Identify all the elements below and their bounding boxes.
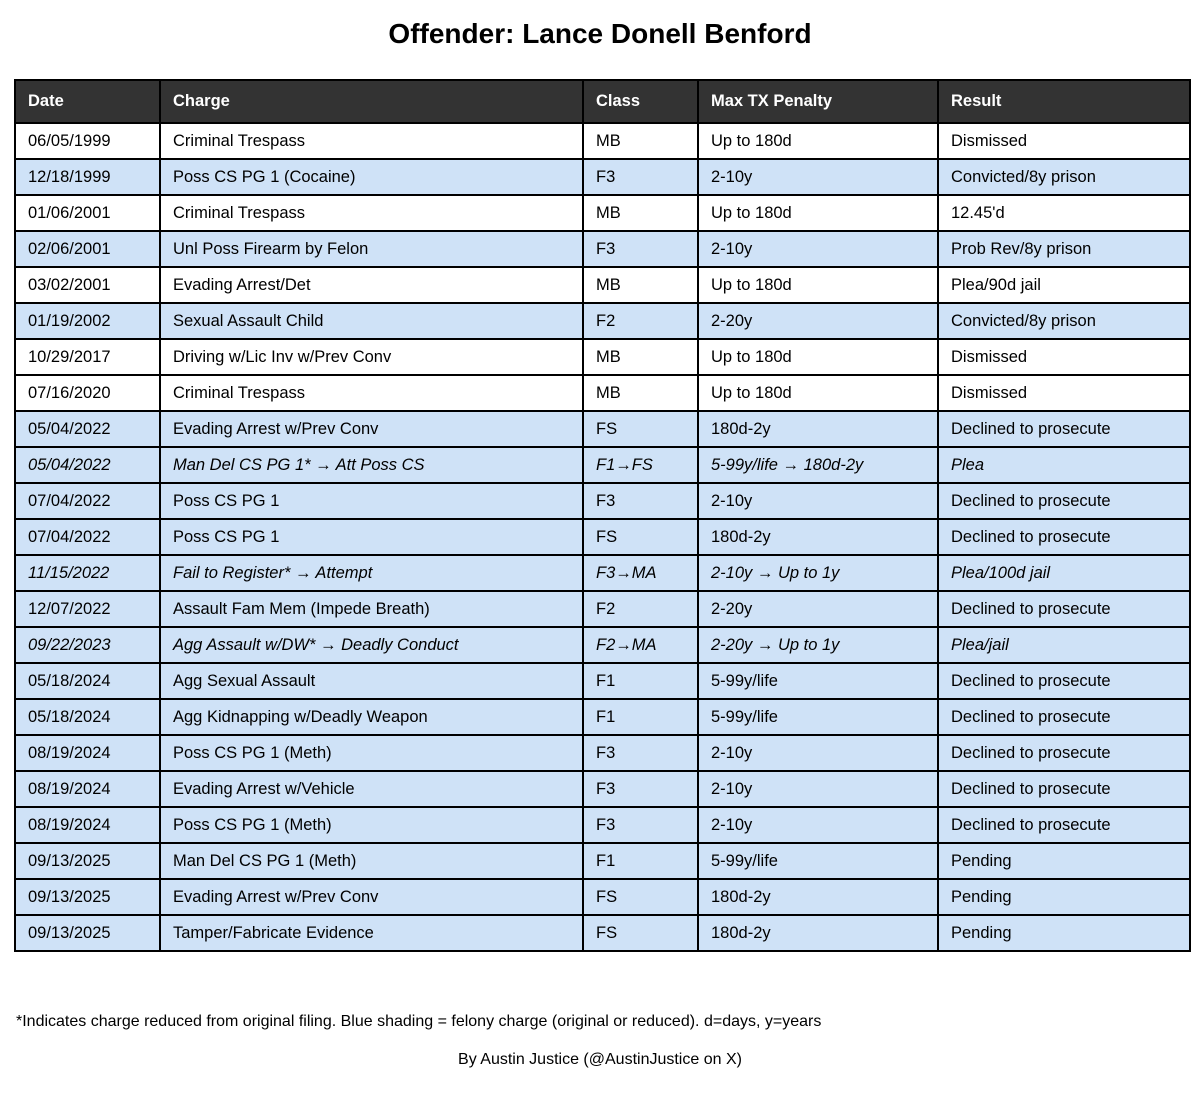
charge-cell: Evading Arrest w/Vehicle	[160, 771, 583, 807]
max-penalty-cell: 2-10y	[698, 807, 938, 843]
result-cell: Declined to prosecute	[938, 591, 1190, 627]
max-penalty-cell: 180d-2y	[698, 411, 938, 447]
table-row	[15, 519, 1190, 555]
table-row	[15, 735, 1190, 771]
date-cell: 07/04/2022	[15, 519, 160, 555]
result-cell: Pending	[938, 843, 1190, 879]
table-row	[15, 195, 1190, 231]
table-body	[15, 123, 1190, 951]
date-cell: 08/19/2024	[15, 735, 160, 771]
class-cell: F3	[583, 771, 698, 807]
result-cell: Plea	[938, 447, 1190, 483]
result-cell: Plea/jail	[938, 627, 1190, 663]
charge-cell: Tamper/Fabricate Evidence	[160, 915, 583, 951]
byline: By Austin Justice (@AustinJustice on X)	[458, 1051, 742, 1068]
date-cell: 05/04/2022	[15, 447, 160, 483]
class-cell: F1	[583, 843, 698, 879]
table-row	[15, 663, 1190, 699]
table-row	[15, 123, 1190, 159]
offense-table	[14, 79, 1191, 952]
max-penalty-cell: Up to 180d	[698, 267, 938, 303]
date-cell: 02/06/2001	[15, 231, 160, 267]
max-penalty-cell: 5-99y/life	[698, 663, 938, 699]
table-row	[15, 699, 1190, 735]
table-header-row	[15, 80, 1190, 123]
class-cell: F1	[583, 699, 698, 735]
date-cell: 08/19/2024	[15, 771, 160, 807]
table-row	[15, 771, 1190, 807]
class-cell: F1→FS	[583, 447, 698, 483]
result-cell: Convicted/8y prison	[938, 303, 1190, 339]
max-penalty-cell: 2-10y → Up to 1y	[698, 555, 938, 591]
max-penalty-cell: Up to 180d	[698, 195, 938, 231]
result-cell: Declined to prosecute	[938, 771, 1190, 807]
result-cell: Dismissed	[938, 339, 1190, 375]
date-cell: 11/15/2022	[15, 555, 160, 591]
class-cell: FS	[583, 411, 698, 447]
charge-cell: Poss CS PG 1 (Meth)	[160, 735, 583, 771]
date-cell: 05/18/2024	[15, 663, 160, 699]
charge-cell: Fail to Register* → Attempt	[160, 555, 583, 591]
max-penalty-cell: Up to 180d	[698, 339, 938, 375]
page-title: Offender: Lance Donell Benford	[388, 18, 812, 49]
table-row	[15, 555, 1190, 591]
result-cell: Pending	[938, 879, 1190, 915]
max-penalty-cell: 2-10y	[698, 483, 938, 519]
charge-cell: Poss CS PG 1	[160, 519, 583, 555]
table-row	[15, 879, 1190, 915]
max-penalty-cell: 180d-2y	[698, 879, 938, 915]
result-cell: Pending	[938, 915, 1190, 951]
class-cell: F3→MA	[583, 555, 698, 591]
charge-cell: Criminal Trespass	[160, 123, 583, 159]
charge-cell: Man Del CS PG 1* → Att Poss CS	[160, 447, 583, 483]
column-header-class: Class	[583, 80, 698, 123]
class-cell: F3	[583, 483, 698, 519]
class-cell: F3	[583, 735, 698, 771]
table-row	[15, 267, 1190, 303]
charge-cell: Driving w/Lic Inv w/Prev Conv	[160, 339, 583, 375]
table-row	[15, 339, 1190, 375]
table-row	[15, 627, 1190, 663]
result-cell: Plea/90d jail	[938, 267, 1190, 303]
max-penalty-cell: 180d-2y	[698, 915, 938, 951]
result-cell: Declined to prosecute	[938, 699, 1190, 735]
result-cell: Declined to prosecute	[938, 519, 1190, 555]
class-cell: F2	[583, 591, 698, 627]
class-cell: FS	[583, 519, 698, 555]
class-cell: MB	[583, 123, 698, 159]
date-cell: 08/19/2024	[15, 807, 160, 843]
class-cell: FS	[583, 879, 698, 915]
date-cell: 05/18/2024	[15, 699, 160, 735]
date-cell: 12/18/1999	[15, 159, 160, 195]
date-cell: 01/19/2002	[15, 303, 160, 339]
max-penalty-cell: 2-20y	[698, 303, 938, 339]
class-cell: F1	[583, 663, 698, 699]
charge-cell: Assault Fam Mem (Impede Breath)	[160, 591, 583, 627]
charge-cell: Agg Sexual Assault	[160, 663, 583, 699]
column-header-result: Result	[938, 80, 1190, 123]
charge-cell: Poss CS PG 1 (Meth)	[160, 807, 583, 843]
charge-cell: Agg Assault w/DW* → Deadly Conduct	[160, 627, 583, 663]
date-cell: 10/29/2017	[15, 339, 160, 375]
table-row	[15, 915, 1190, 951]
date-cell: 05/04/2022	[15, 411, 160, 447]
table-row	[15, 303, 1190, 339]
table-row	[15, 591, 1190, 627]
result-cell: Prob Rev/8y prison	[938, 231, 1190, 267]
class-cell: MB	[583, 375, 698, 411]
result-cell: Declined to prosecute	[938, 483, 1190, 519]
date-cell: 09/13/2025	[15, 879, 160, 915]
charge-cell: Man Del CS PG 1 (Meth)	[160, 843, 583, 879]
class-cell: F3	[583, 159, 698, 195]
max-penalty-cell: Up to 180d	[698, 375, 938, 411]
date-cell: 09/22/2023	[15, 627, 160, 663]
table-row	[15, 411, 1190, 447]
date-cell: 01/06/2001	[15, 195, 160, 231]
class-cell: F2→MA	[583, 627, 698, 663]
max-penalty-cell: 2-10y	[698, 771, 938, 807]
table-row	[15, 843, 1190, 879]
result-cell: Plea/100d jail	[938, 555, 1190, 591]
class-cell: F3	[583, 807, 698, 843]
max-penalty-cell: 2-10y	[698, 159, 938, 195]
date-cell: 09/13/2025	[15, 843, 160, 879]
max-penalty-cell: 2-10y	[698, 735, 938, 771]
result-cell: Declined to prosecute	[938, 663, 1190, 699]
date-cell: 09/13/2025	[15, 915, 160, 951]
date-cell: 06/05/1999	[15, 123, 160, 159]
max-penalty-cell: 2-20y	[698, 591, 938, 627]
charge-cell: Evading Arrest w/Prev Conv	[160, 411, 583, 447]
table-row	[15, 159, 1190, 195]
charge-cell: Agg Kidnapping w/Deadly Weapon	[160, 699, 583, 735]
class-cell: MB	[583, 195, 698, 231]
charge-cell: Criminal Trespass	[160, 375, 583, 411]
date-cell: 12/07/2022	[15, 591, 160, 627]
max-penalty-cell: 2-10y	[698, 231, 938, 267]
result-cell: Declined to prosecute	[938, 735, 1190, 771]
date-cell: 07/16/2020	[15, 375, 160, 411]
column-header-date: Date	[15, 80, 160, 123]
date-cell: 07/04/2022	[15, 483, 160, 519]
column-header-max-penalty: Max TX Penalty	[698, 80, 938, 123]
table-row	[15, 483, 1190, 519]
charge-cell: Sexual Assault Child	[160, 303, 583, 339]
charge-cell: Poss CS PG 1	[160, 483, 583, 519]
max-penalty-cell: 180d-2y	[698, 519, 938, 555]
charge-cell: Evading Arrest/Det	[160, 267, 583, 303]
table-row	[15, 447, 1190, 483]
result-cell: 12.45'd	[938, 195, 1190, 231]
class-cell: F2	[583, 303, 698, 339]
table-row	[15, 807, 1190, 843]
class-cell: FS	[583, 915, 698, 951]
class-cell: F3	[583, 231, 698, 267]
result-cell: Declined to prosecute	[938, 807, 1190, 843]
table-row	[15, 375, 1190, 411]
max-penalty-cell: 5-99y/life → 180d-2y	[698, 447, 938, 483]
charge-cell: Evading Arrest w/Prev Conv	[160, 879, 583, 915]
charge-cell: Poss CS PG 1 (Cocaine)	[160, 159, 583, 195]
footnote: *Indicates charge reduced from original filing. Blue shading = felony charge (original or reduced). d=days, y=years	[16, 1013, 822, 1030]
result-cell: Declined to prosecute	[938, 411, 1190, 447]
result-cell: Dismissed	[938, 123, 1190, 159]
result-cell: Convicted/8y prison	[938, 159, 1190, 195]
max-penalty-cell: 2-20y → Up to 1y	[698, 627, 938, 663]
charge-cell: Unl Poss Firearm by Felon	[160, 231, 583, 267]
column-header-charge: Charge	[160, 80, 583, 123]
max-penalty-cell: Up to 180d	[698, 123, 938, 159]
class-cell: MB	[583, 267, 698, 303]
max-penalty-cell: 5-99y/life	[698, 843, 938, 879]
result-cell: Dismissed	[938, 375, 1190, 411]
table-row	[15, 231, 1190, 267]
class-cell: MB	[583, 339, 698, 375]
date-cell: 03/02/2001	[15, 267, 160, 303]
max-penalty-cell: 5-99y/life	[698, 699, 938, 735]
charge-cell: Criminal Trespass	[160, 195, 583, 231]
